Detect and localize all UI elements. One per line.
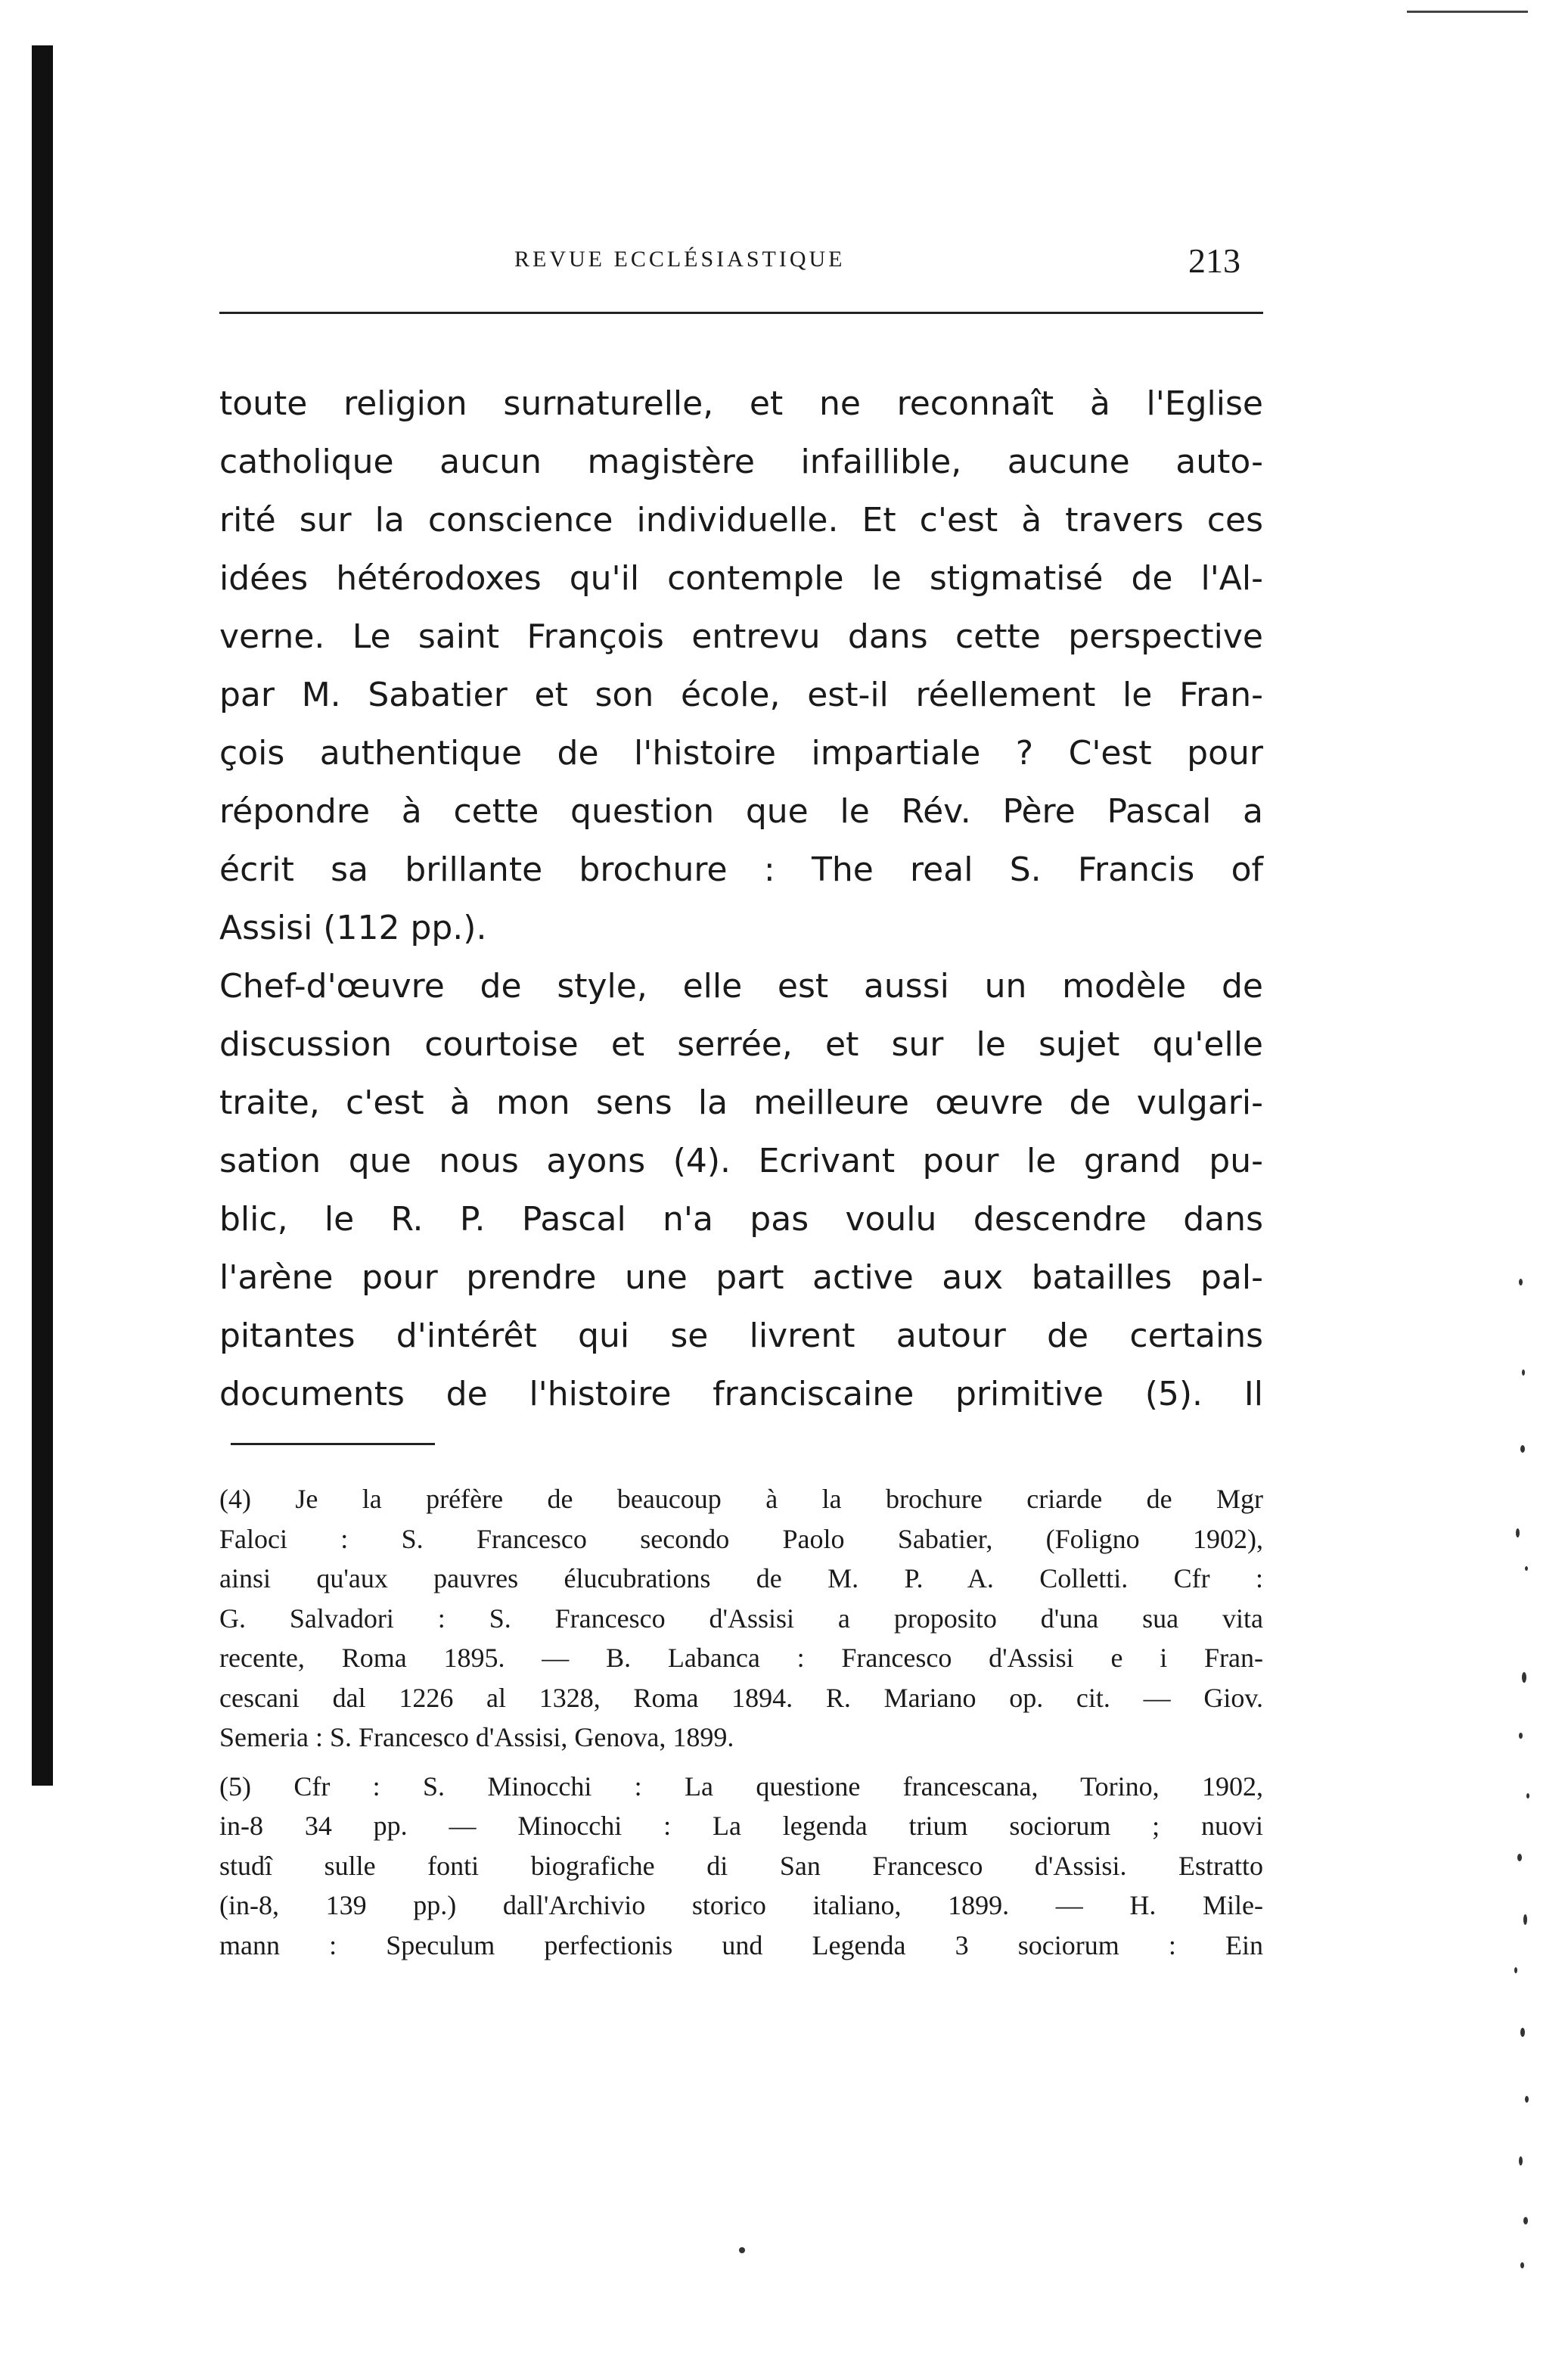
footnote-line: (5) Cfr : S. Minocchi : La questione francescana, Torino, 1902, <box>219 1771 1263 1802</box>
body-line: par M. Sabatier et son école, est-il réellement le Fran- <box>219 676 1263 714</box>
body-line: traite, c'est à mon sens la meilleure œuvre de vulgari- <box>219 1083 1263 1122</box>
footnote-4 <box>219 1479 1263 1758</box>
body-line: sation que nous ayons (4). Ecrivant pour le grand pu- <box>219 1142 1263 1180</box>
footnote-line: in-8 34 pp. — Minocchi : La legenda trium sociorum ; nuovi <box>219 1811 1263 1841</box>
footnote-line: (4) Je la préfère de beaucoup à la brochure criarde de Mgr <box>219 1484 1263 1514</box>
body-line: documents de l'histoire franciscaine primitive (5). Il <box>219 1375 1263 1413</box>
body-line: répondre à cette question que le Rév. Père Pascal a <box>219 792 1263 831</box>
body-line: toute religion surnaturelle, et ne reconnaît à l'Eglise <box>219 384 1263 423</box>
running-head: REVUE ECCLÉSIASTIQUE <box>514 247 846 272</box>
body-line: blic, le R. P. Pascal n'a pas voulu descendre dans <box>219 1200 1263 1239</box>
body-line: discussion courtoise et serrée, et sur le sujet qu'elle <box>219 1025 1263 1064</box>
body-line: Assisi (112 pp.). <box>219 909 487 947</box>
footnotes <box>219 1479 1263 1965</box>
body-line: verne. Le saint François entrevu dans cette perspective <box>219 617 1263 656</box>
footnote-line: Semeria : S. Francesco d'Assisi, Genova, 1899. <box>219 1722 734 1752</box>
footnote-line: ainsi qu'aux pauvres élucubrations de M. P. A. Colletti. Cfr : <box>219 1563 1263 1593</box>
scan-margin-specks <box>1505 1248 1551 2308</box>
body-line: catholique aucun magistère infaillible, aucune auto- <box>219 443 1263 481</box>
footnote-line: G. Salvadori : S. Francesco d'Assisi a proposito d'una sua vita <box>219 1603 1263 1634</box>
body-line: pitantes d'intérêt qui se livrent autour de certains <box>219 1317 1263 1355</box>
footnote-line: studî sulle fonti biografiche di San Francesco d'Assisi. Estratto <box>219 1850 1263 1881</box>
body-line: écrit sa brillante brochure : The real S. Francis of <box>219 850 1263 889</box>
footnote-line: cescani dal 1226 al 1328, Roma 1894. R. Mariano op. cit. — Giov. <box>219 1682 1263 1713</box>
scan-dot <box>739 2247 745 2253</box>
footnote-line: Faloci : S. Francesco secondo Paolo Sabatier, (Foligno 1902), <box>219 1523 1263 1554</box>
footnote-line: recente, Roma 1895. — B. Labanca : Francesco d'Assisi e i Fran- <box>219 1643 1263 1673</box>
footnote-rule <box>231 1443 435 1445</box>
body-line: rité sur la conscience individuelle. Et c'est à travers ces <box>219 501 1263 539</box>
body-line: çois authentique de l'histoire impartiale ? C'est pour <box>219 734 1263 773</box>
header-rule <box>219 312 1263 314</box>
footnote-line: (in-8, 139 pp.) dall'Archivio storico italiano, 1899. — H. Mile- <box>219 1890 1263 1920</box>
body-line: l'arène pour prendre une part active aux batailles pal- <box>219 1258 1263 1297</box>
scan-top-rule <box>1407 11 1528 13</box>
footnote-5 <box>219 1767 1263 1966</box>
page-header <box>219 241 1263 286</box>
body-text <box>219 375 1263 1423</box>
page-number: 213 <box>1188 241 1240 280</box>
footnote-line: mann : Speculum perfectionis und Legenda 3 sociorum : Ein <box>219 1929 1263 1960</box>
body-line: idées hétérodoxes qu'il contemple le stigmatisé de l'Al- <box>219 559 1263 598</box>
scan-binding-edge <box>32 45 53 1786</box>
body-line: Chef-d'œuvre de style, elle est aussi un modèle de <box>219 967 1263 1006</box>
